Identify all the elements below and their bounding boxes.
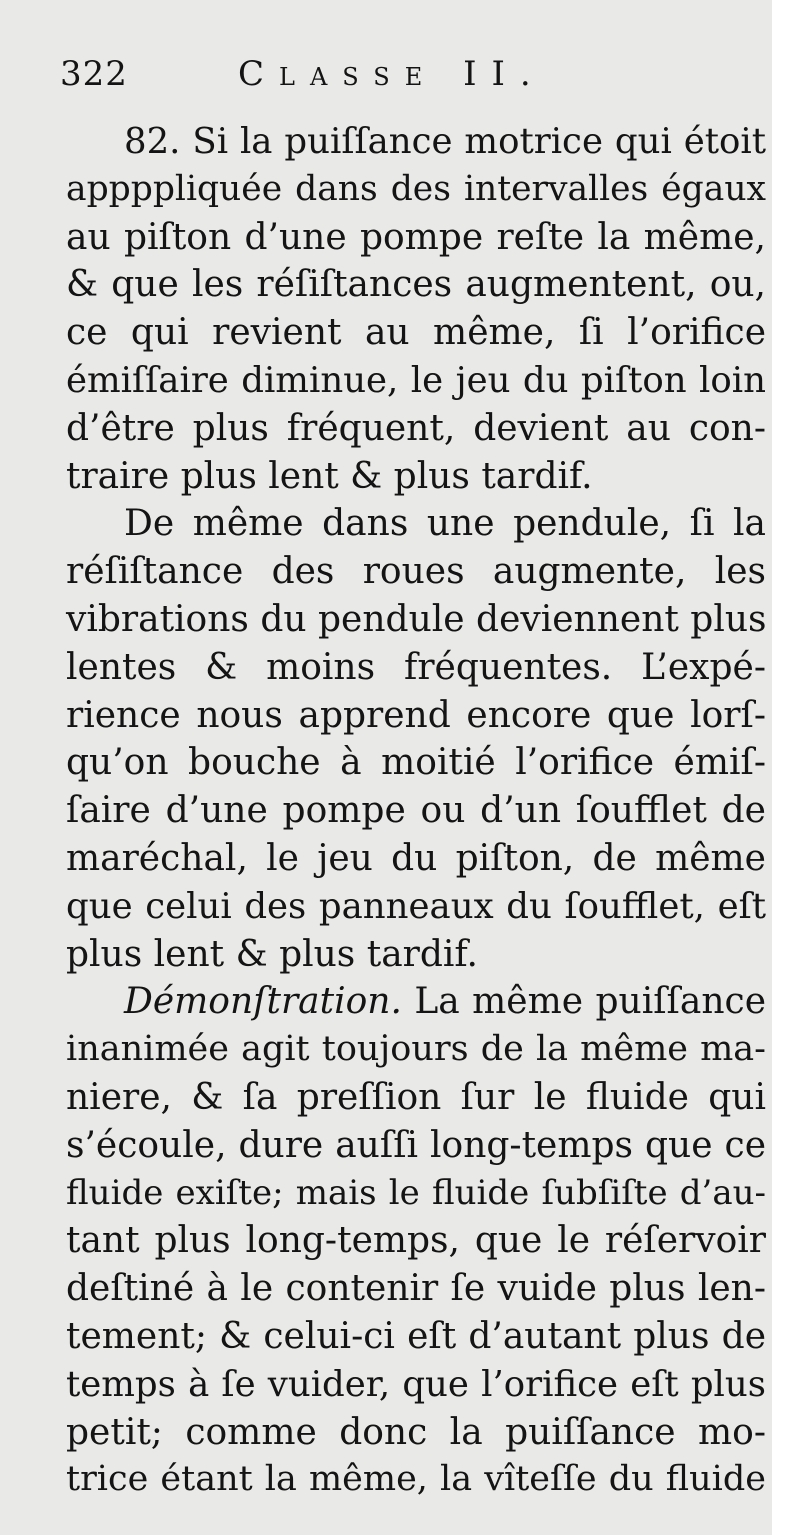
- text-line: au piſton d’une pompe reſte la même,: [66, 216, 766, 258]
- text-line: petit; comme donc la puiſſance mo-: [66, 1411, 766, 1453]
- text-line: [66, 978, 766, 1026]
- text-line: De même dans une pendule, ſi la: [124, 503, 766, 545]
- text-line: rience nous apprend encore que lorſ-: [66, 694, 766, 736]
- text-line: tement; & celui-ci eſt d’autant plus de: [66, 1315, 766, 1357]
- text-line: ce qui revient au même, ſi l’orifice: [66, 312, 766, 354]
- text-line: ſaire d’une pompe ou d’un ſoufflet de: [66, 790, 766, 832]
- text-line: niere, & ſa preſſion ſur le fluide qui: [66, 1076, 766, 1118]
- text-line: traire plus lent & plus tardif.: [66, 455, 593, 497]
- page-header: [60, 46, 750, 106]
- page-number: 322: [60, 54, 128, 94]
- text-line: trice étant la même, la vîteſſe du fluide: [66, 1459, 766, 1500]
- text-line: & que les réſiſtances augmentent, ou,: [66, 264, 766, 306]
- text-line: lentes & moins fréquentes. L’expé-: [66, 646, 766, 688]
- text-line: s’écoule, dure auſſi long-temps que ce: [66, 1124, 766, 1166]
- text-line: appppliquée dans des intervalles égaux: [66, 168, 766, 209]
- text-line: deſtiné à le contenir ſe vuide plus len-: [66, 1268, 766, 1310]
- text-line: qu’on bouche à moitié l’orifice émiſ-: [66, 742, 766, 784]
- text-line: 82. Si la puiſſance motrice qui étoit: [124, 121, 766, 162]
- text-line: temps à ſe vuider, que l’orifice eſt plus: [66, 1363, 766, 1405]
- body-text: [66, 118, 766, 1504]
- text-line: émiſſaire diminue, le jeu du piſton loin: [66, 359, 766, 401]
- page-edge: [772, 0, 800, 1535]
- text-line: plus lent & plus tardif.: [66, 933, 478, 975]
- text-line: réſiſtance des roues augmente, les: [66, 551, 766, 593]
- text-line: fluide exiſte; mais le fluide ſubſiſte d’au-: [66, 1172, 766, 1213]
- running-head: Classe II.: [238, 54, 546, 94]
- demonstration-label: Démonſtration.: [124, 981, 402, 1023]
- text-line: tant plus long-temps, que le réſervoir: [66, 1220, 766, 1262]
- text-line: d’être plus fréquent, devient au con-: [66, 407, 766, 449]
- text-line: que celui des panneaux du ſoufflet, eſt: [66, 885, 766, 927]
- lead-text: La même puiſſance: [401, 981, 766, 1023]
- text-line: maréchal, le jeu du piſton, de même: [66, 837, 766, 879]
- text-line: inanimée agit toujours de la même ma-: [66, 1029, 766, 1070]
- text-line: vibrations du pendule deviennent plus: [66, 598, 767, 640]
